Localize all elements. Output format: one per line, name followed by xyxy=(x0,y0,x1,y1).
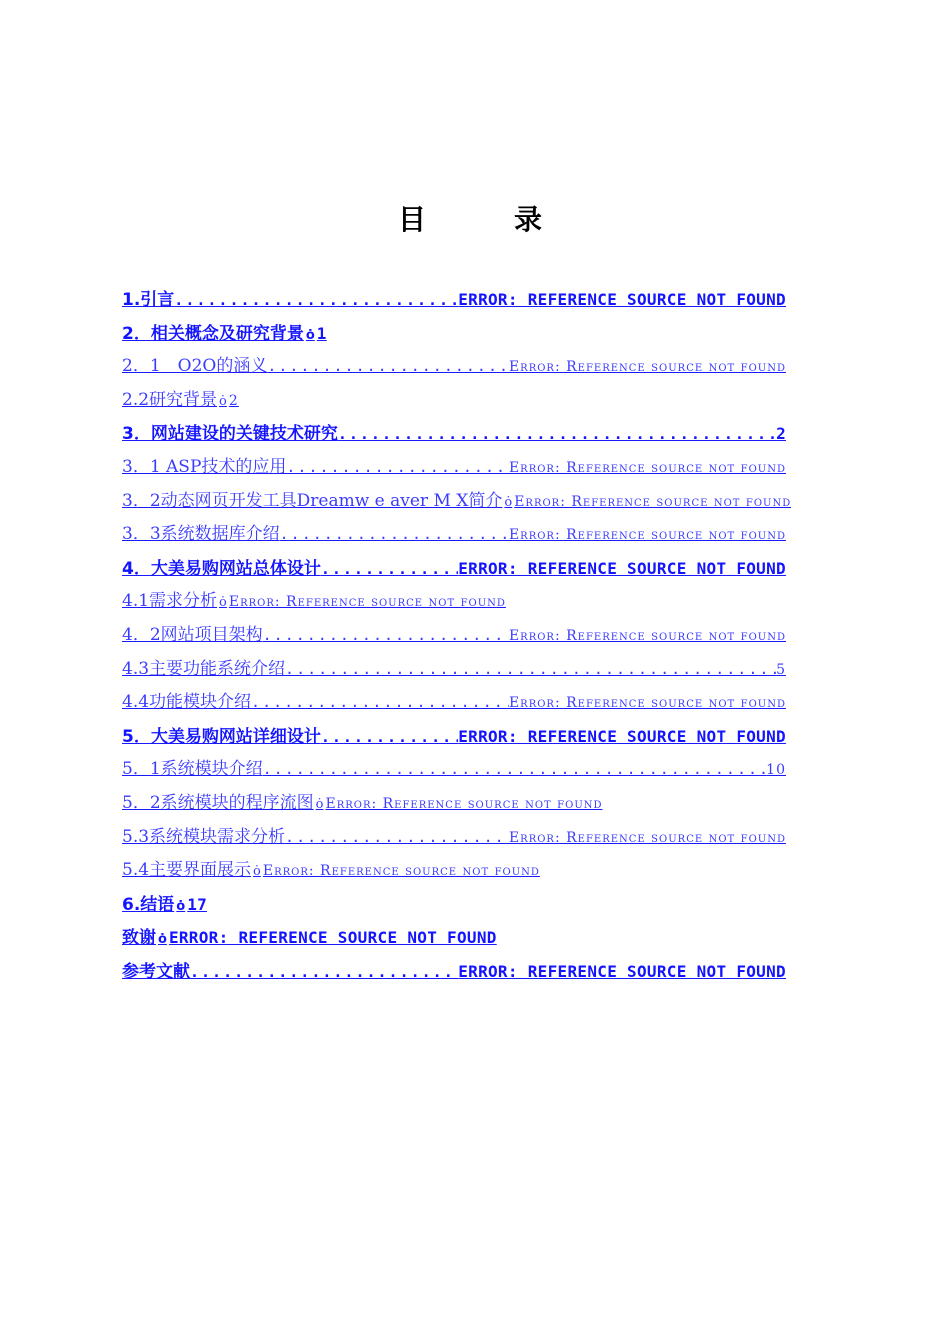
toc-entry-label: 5．1系统模块介绍 xyxy=(122,759,263,780)
toc-page-ref: ERROR: REFERENCE SOURCE NOT FOUND xyxy=(168,928,497,948)
toc-leader-dots xyxy=(321,721,458,754)
toc-entry-label: 4．2网站项目架构 xyxy=(122,624,263,645)
toc-entry[interactable] xyxy=(122,283,786,317)
toc-entry[interactable] xyxy=(122,619,786,653)
toc-leader-dots xyxy=(280,518,509,552)
toc-entry[interactable] xyxy=(122,653,786,687)
toc-entry[interactable] xyxy=(122,888,207,922)
toc-tab-mark: ȯ xyxy=(253,864,261,880)
toc-entry-label: 3．网站建设的关键技术研究 xyxy=(122,424,338,445)
toc-entry-label: 2．相关概念及研究背景 xyxy=(122,323,304,344)
toc-entry[interactable] xyxy=(122,485,791,519)
toc-entry-label: 5.3系统模块需求分析 xyxy=(122,826,286,847)
toc-entry-label: 2.2研究背景 xyxy=(122,389,218,410)
toc-entry-label: 1.引言 xyxy=(122,290,175,310)
toc-leader-dots xyxy=(267,350,509,384)
toc-leader-dots xyxy=(190,956,458,989)
toc-title: 目 录 xyxy=(397,203,572,236)
toc-entry-label: 4.3主要功能系统介绍 xyxy=(122,658,286,679)
toc-entry[interactable] xyxy=(122,552,786,586)
toc-page-ref: ERROR: REFERENCE SOURCE NOT FOUND xyxy=(458,726,786,746)
toc-page-ref: 2 xyxy=(776,424,786,444)
toc-page-ref: 1 xyxy=(316,323,327,343)
toc-entry-label: 3．3系统数据库介绍 xyxy=(122,524,280,545)
toc-entry[interactable] xyxy=(122,921,497,955)
toc-entry[interactable] xyxy=(122,350,786,384)
toc-entry[interactable] xyxy=(122,955,786,989)
toc-tab-mark: ȯ xyxy=(219,393,227,409)
toc-leader-dots xyxy=(174,284,458,317)
toc-page-ref: 5 xyxy=(776,661,786,678)
toc-entry-label: 4．大美易购网站总体设计 xyxy=(122,558,321,579)
toc-entry-label: 5．2系统模块的程序流图 xyxy=(122,792,314,813)
toc-entry-label: 3．1 ASP技术的应用 xyxy=(122,456,287,477)
toc-leader-dots xyxy=(321,553,458,586)
toc-page-ref: Error: Reference source not found xyxy=(508,459,786,476)
toc-page-ref: Error: Reference source not found xyxy=(508,359,786,376)
toc-tab-mark: ȯ xyxy=(176,898,186,914)
toc-tab-mark: ȯ xyxy=(219,595,227,611)
toc-page-ref: Error: Reference source not found xyxy=(508,829,786,846)
toc-tab-mark: ȯ xyxy=(504,494,513,510)
toc-leader-dots xyxy=(263,753,767,787)
toc-entry[interactable] xyxy=(122,787,603,821)
toc-entry[interactable] xyxy=(122,854,540,888)
toc-entry-label: 参考文献 xyxy=(122,961,190,982)
toc-entry-label: 4.4功能模块介绍 xyxy=(122,692,252,713)
toc-entry[interactable] xyxy=(122,518,786,552)
toc-entry-label: 5.4主要界面展示 xyxy=(122,860,252,881)
toc-entry-label: 致谢 xyxy=(122,928,156,949)
toc-page-ref: Error: Reference source not found xyxy=(508,695,786,712)
toc-entry-label: 6.结语 xyxy=(122,894,175,915)
toc-page-ref: Error: Reference source not found xyxy=(228,594,506,611)
toc-entry[interactable] xyxy=(122,317,327,351)
toc-page-ref: ERROR: REFERENCE SOURCE NOT FOUND xyxy=(458,290,786,309)
toc-page-ref: Error: Reference source not found xyxy=(508,627,786,644)
toc-entry[interactable] xyxy=(122,753,786,787)
toc-leader-dots xyxy=(251,686,509,720)
toc-entry[interactable] xyxy=(122,686,786,720)
toc-page-ref: 17 xyxy=(187,894,208,914)
toc-tab-mark: ȯ xyxy=(158,932,167,948)
toc-page-ref: ERROR: REFERENCE SOURCE NOT FOUND xyxy=(458,558,786,578)
toc-page-ref: Error: Reference source not found xyxy=(262,863,540,880)
toc-page-ref: Error: Reference source not found xyxy=(325,795,603,812)
toc-entry[interactable] xyxy=(122,821,786,855)
toc-page-ref: 2 xyxy=(228,392,239,409)
table-of-contents xyxy=(122,283,792,988)
toc-page-ref: 10 xyxy=(766,762,786,779)
toc-tab-mark: ȯ xyxy=(315,796,324,812)
toc-leader-dots xyxy=(263,619,509,653)
toc-page-ref: ERROR: REFERENCE SOURCE NOT FOUND xyxy=(458,961,786,981)
toc-leader-dots xyxy=(338,418,776,451)
toc-entry[interactable] xyxy=(122,417,786,451)
toc-leader-dots xyxy=(286,451,509,485)
toc-leader-dots xyxy=(285,653,776,687)
toc-entry-label: 4.1需求分析 xyxy=(122,591,218,612)
toc-entry[interactable] xyxy=(122,384,239,418)
toc-entry[interactable] xyxy=(122,720,786,754)
toc-entry-label: 5．大美易购网站详细设计 xyxy=(122,726,321,747)
toc-leader-dots xyxy=(285,821,509,855)
toc-entry-label: 3．2动态网页开发工具Dreamw e aver M X简介 xyxy=(122,490,503,511)
toc-page-ref: Error: Reference source not found xyxy=(508,527,786,544)
toc-entry-label: 2．1 O2O的涵义 xyxy=(122,356,268,377)
toc-entry[interactable] xyxy=(122,451,786,485)
toc-page-ref: Error: Reference source not found xyxy=(514,493,792,510)
toc-tab-mark: ȯ xyxy=(305,327,315,343)
toc-entry[interactable] xyxy=(122,585,506,619)
